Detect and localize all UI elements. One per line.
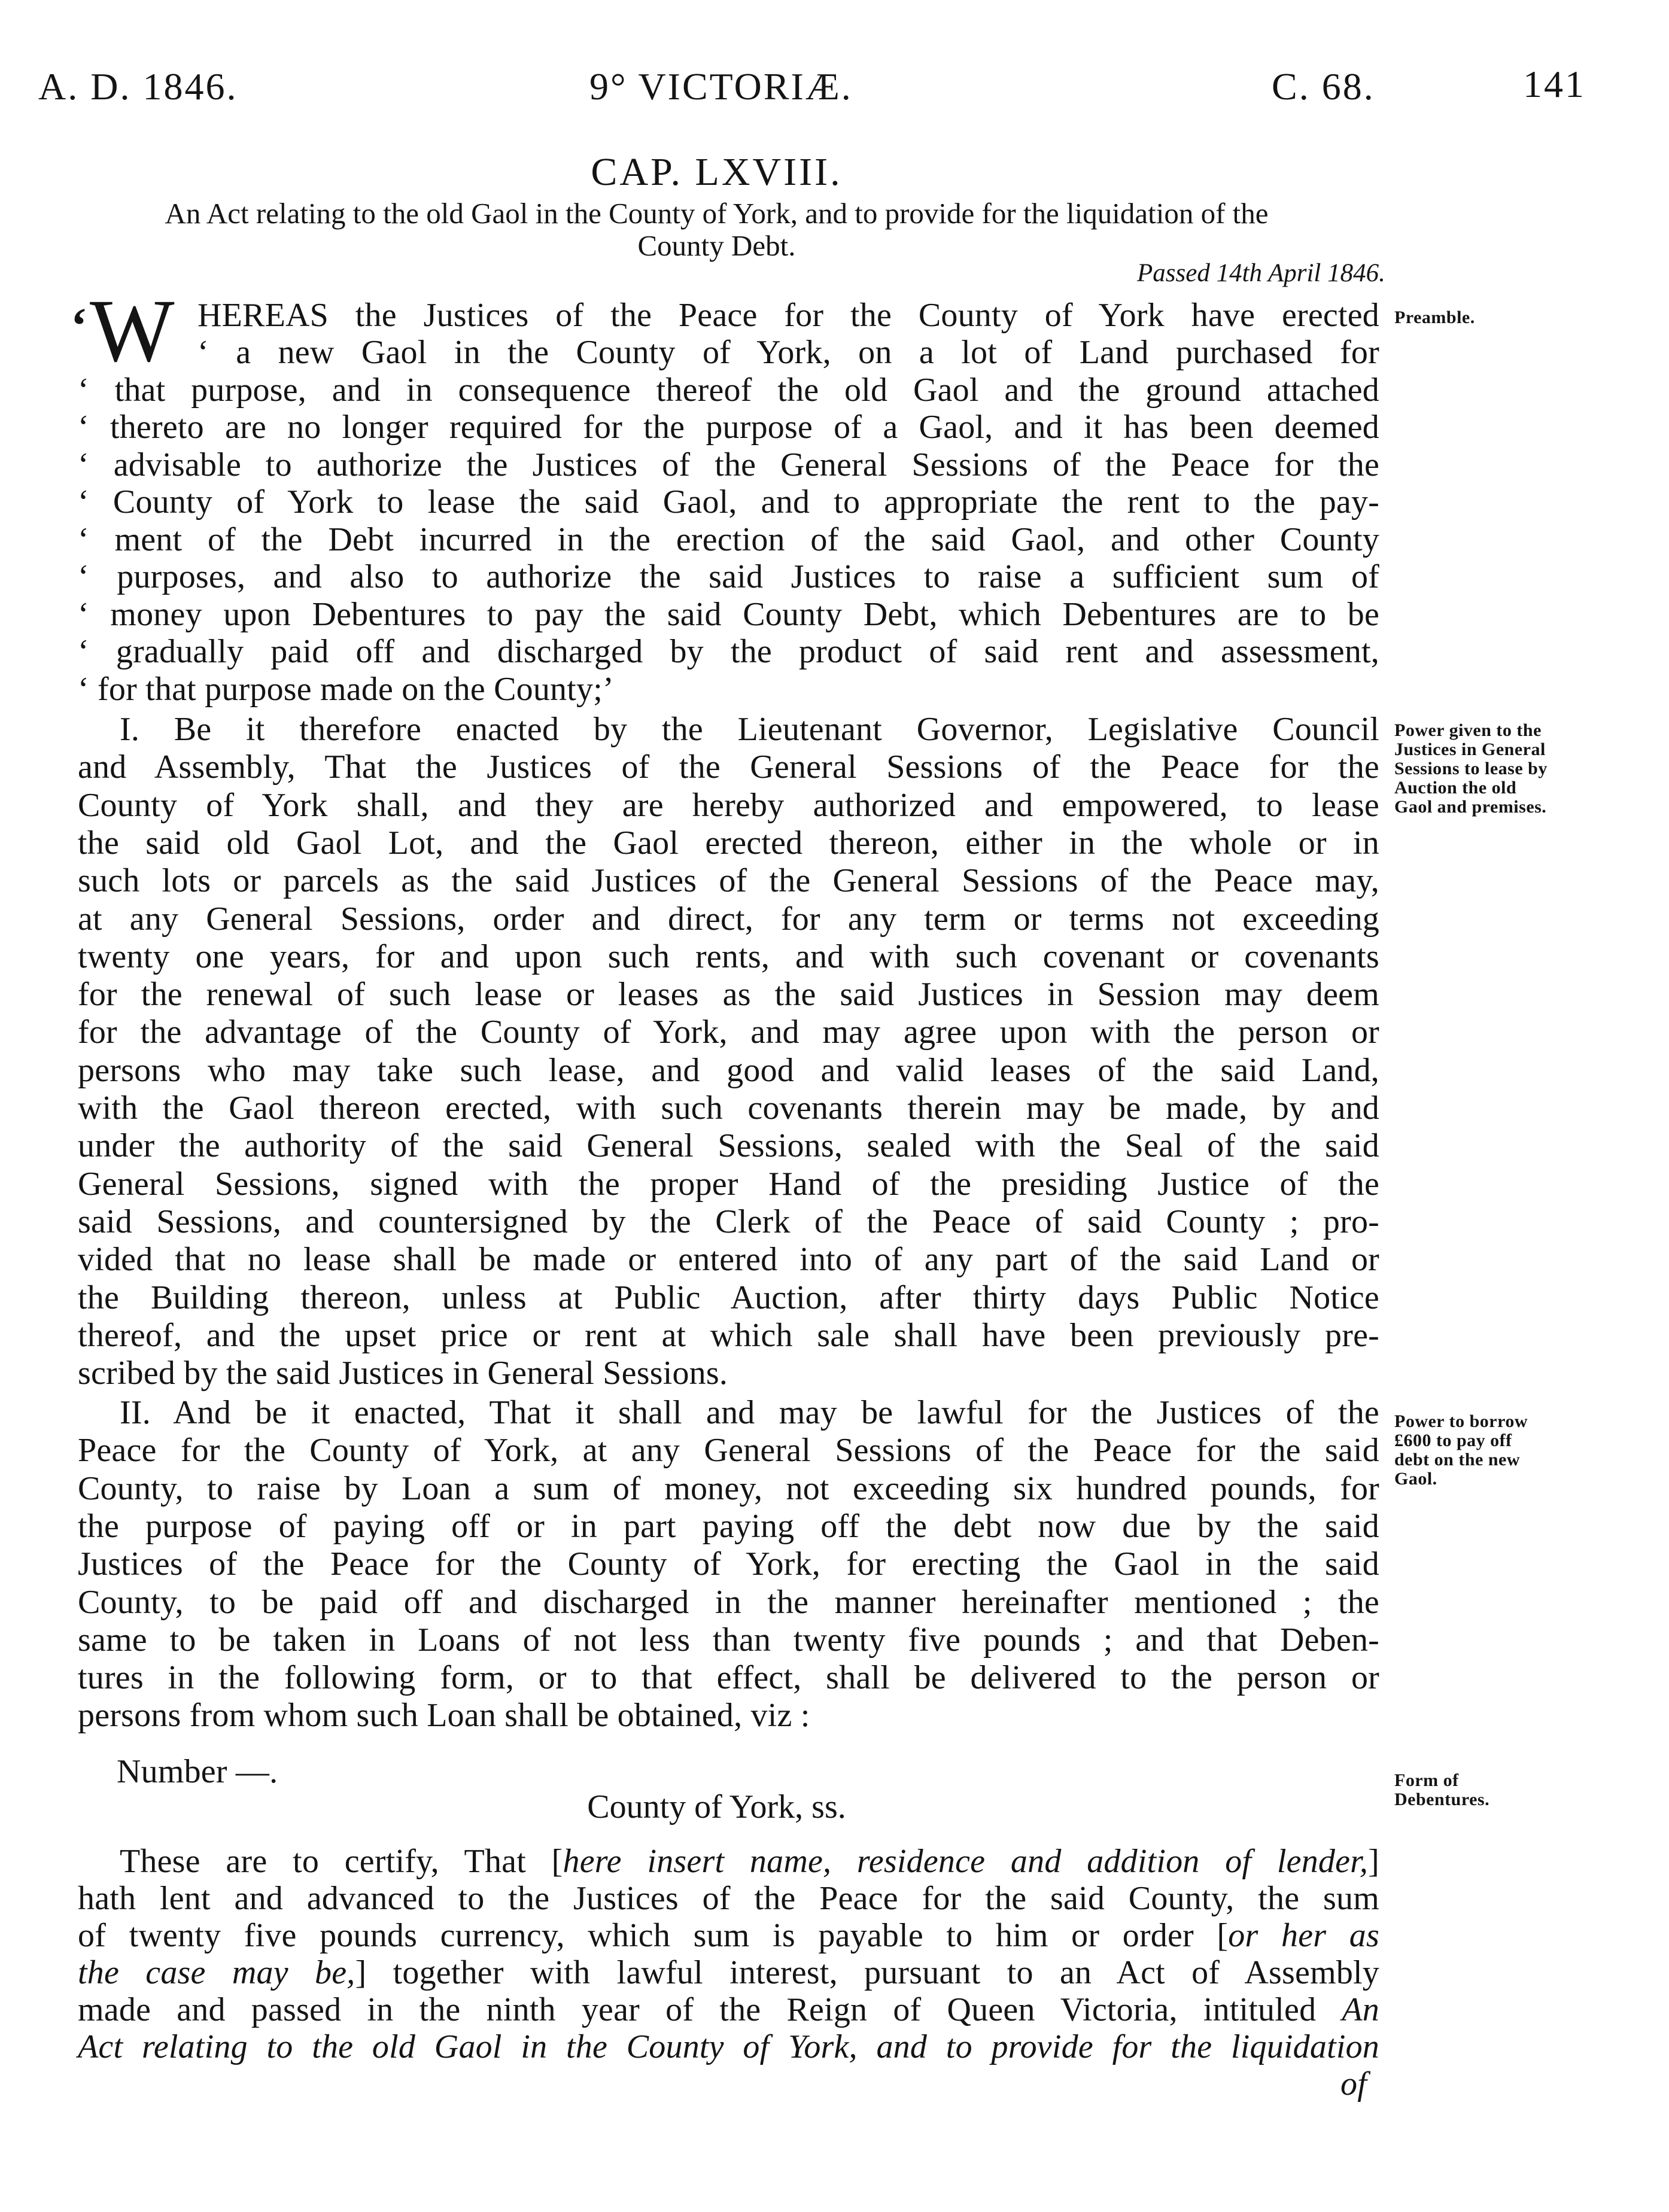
section-1-line: persons who may take such lease, and good and valid leases of the said Land, <box>78 1051 1379 1089</box>
preamble-line: HEREAS the Justices of the Peace for the County of York have erected <box>197 297 1379 334</box>
section-2-line: tures in the following form, or to that effect, shall be delivered to the person or <box>78 1659 1379 1697</box>
section-1-line: for the renewal of such lease or leases as the said Justices in Session may deem <box>78 976 1379 1014</box>
passed-date: Passed 14th April 1846. <box>1137 259 1385 287</box>
preamble-line: ‘ purposes, and also to authorize the said Justices to raise a sufficient sum of <box>78 558 1379 595</box>
act-title <box>48 197 1385 262</box>
section-1-line: under the authority of the said General Sessions, sealed with the Seal of the said <box>78 1127 1379 1165</box>
header-chapter: C. 68. <box>1272 65 1375 108</box>
section-1-line: such lots or parcels as the said Justices of the General Sessions of the Peace may, <box>78 862 1379 900</box>
page-number: 141 <box>1523 63 1586 105</box>
form-line: These are to certify, That [here insert name, residence and addition of lender,] <box>120 1843 1379 1880</box>
act-title-line-1: An Act relating to the old Gaol in the County of York, and to provide for the liquidation of the <box>165 197 1269 230</box>
form-line: the case may be,] together with lawful interest, pursuant to an Act of Assembly <box>78 1954 1379 1991</box>
margin-note-power-borrow: Power to borrow £600 to pay off debt on the new Gaol. <box>1394 1411 1528 1489</box>
margin-note-form: Form of Debentures. <box>1394 1770 1490 1809</box>
section-1-line: the Building thereon, unless at Public Auction, after thirty days Public Notice <box>78 1279 1379 1316</box>
section-2-line: Peace for the County of York, at any General Sessions of the Peace for the said <box>78 1432 1379 1469</box>
preamble-line: ‘ a new Gaol in the County of York, on a lot of Land purchased for <box>197 334 1379 371</box>
opening-quote: ‘ <box>71 298 87 354</box>
section-2-line: II. And be it enacted, That it shall and may be lawful for the Justices of the <box>120 1394 1379 1431</box>
form-line: hath lent and advanced to the Justices of the Peace for the said County, the sum <box>78 1880 1379 1917</box>
section-1-line: scribed by the said Justices in General Sessions. <box>78 1355 728 1392</box>
section-1-line: twenty one years, for and upon such rents, and with such covenant or covenants <box>78 938 1379 975</box>
header-reign: 9° VICTORIÆ. <box>589 65 853 108</box>
section-2-line: Justices of the Peace for the County of York, for erecting the Gaol in the said <box>78 1545 1379 1583</box>
drop-cap: W <box>90 281 175 381</box>
section-1-line: said Sessions, and countersigned by the Clerk of the Peace of said County ; pro- <box>78 1203 1379 1240</box>
margin-note-power-lease: Power given to the Justices in General Sessions to lease by Auction the old Gaol and premises. <box>1394 720 1548 817</box>
preamble-line: ‘ gradually paid off and discharged by the product of said rent and assessment, <box>78 633 1379 670</box>
preamble-line: ‘ money upon Debentures to pay the said County Debt, which Debentures are to be <box>78 595 1379 633</box>
section-2-line: same to be taken in Loans of not less than twenty five pounds ; and that Deben- <box>78 1621 1379 1659</box>
section-1-line: at any General Sessions, order and direct, for any term or terms not exceeding <box>78 900 1379 938</box>
preamble-line: ‘ that purpose, and in consequence thereof the old Gaol and the ground attached <box>78 371 1379 409</box>
form-line: Act relating to the old Gaol in the County of York, and to provide for the liquidation <box>78 2028 1379 2065</box>
preamble-line: ‘ thereto are no longer required for the purpose of a Gaol, and it has been deemed <box>78 409 1379 446</box>
preamble-line: ‘ ment of the Debt incurred in the erection of the said Gaol, and other County <box>78 521 1379 558</box>
preamble-line: ‘ County of York to lease the said Gaol, and to appropriate the rent to the pay- <box>78 483 1379 521</box>
section-1-line: vided that no lease shall be made or entered into of any part of the said Land or <box>78 1241 1379 1279</box>
form-county: County of York, ss. <box>587 1788 846 1825</box>
section-2-line: persons from whom such Loan shall be obtained, viz : <box>78 1697 810 1735</box>
section-1-line: I. Be it therefore enacted by the Lieutenant Governor, Legislative Council <box>120 711 1379 748</box>
chapter-title: CAP. LXVIII. <box>591 150 843 194</box>
form-line: of twenty five pounds currency, which sum is payable to him or order [or her as <box>78 1917 1379 1954</box>
section-2-line: County, to be paid off and discharged in the manner hereinafter mentioned ; the <box>78 1583 1379 1621</box>
margin-note-preamble: Preamble. <box>1394 308 1475 327</box>
header-year: A. D. 1846. <box>38 65 238 108</box>
section-1-line: thereof, and the upset price or rent at which sale shall have been previously pre- <box>78 1316 1379 1354</box>
section-1-line: for the advantage of the County of York, and may agree upon with the person or <box>78 1014 1379 1051</box>
section-1-line: County of York shall, and they are hereby authorized and empowered, to lease <box>78 786 1379 824</box>
act-title-line-2: County Debt. <box>637 229 796 262</box>
section-1-line: and Assembly, That the Justices of the General Sessions of the Peace for the <box>78 749 1379 786</box>
section-1-line: with the Gaol thereon erected, with such covenants therein may be made, by and <box>78 1090 1379 1127</box>
section-1-line: the said old Gaol Lot, and the Gaol erected thereon, either in the whole or in <box>78 824 1379 862</box>
catchword: of <box>1340 2065 1367 2103</box>
section-1-line: General Sessions, signed with the proper Hand of the presiding Justice of the <box>78 1165 1379 1203</box>
section-2-line: the purpose of paying off or in part paying off the debt now due by the said <box>78 1507 1379 1545</box>
section-2-line: County, to raise by Loan a sum of money, not exceeding six hundred pounds, for <box>78 1469 1379 1507</box>
preamble-line: ‘ advisable to authorize the Justices of the General Sessions of the Peace for the <box>78 446 1379 483</box>
form-number: Number —. <box>117 1753 278 1790</box>
preamble-line: ‘ for that purpose made on the County;’ <box>78 670 614 708</box>
form-line: made and passed in the ninth year of the Reign of Queen Victoria, intituled An <box>78 1991 1379 2028</box>
